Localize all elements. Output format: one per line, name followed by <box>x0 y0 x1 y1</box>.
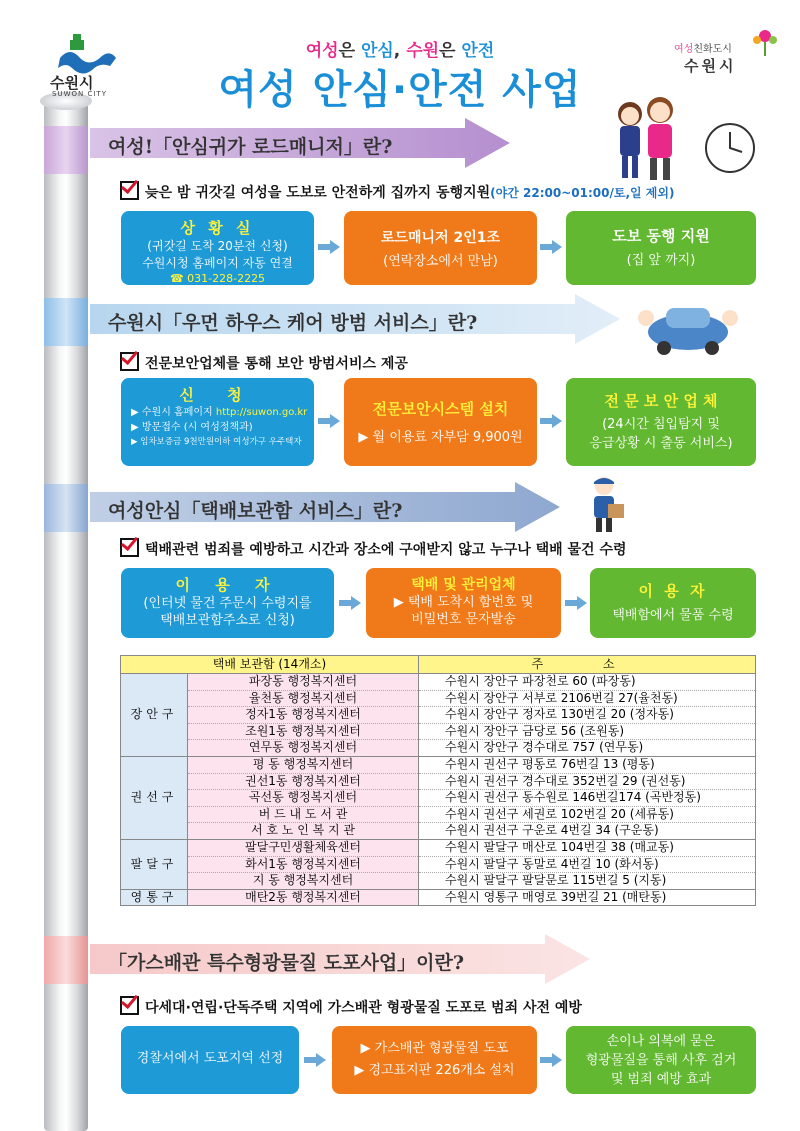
section4-box-police-select <box>121 1026 299 1094</box>
table-row <box>121 707 756 724</box>
table-header-address: 주 소 <box>419 656 756 674</box>
center-cell: 평 동 행정복지센터 <box>188 756 419 773</box>
center-cell: 권선1동 행정복지센터 <box>188 773 419 790</box>
box-line: (귀갓길 도착 20분전 신청) <box>147 239 288 253</box>
box-line: ▶ 방문접수 (시 여성정책과) <box>131 422 253 433</box>
center-cell: 매탄2동 행정복지센터 <box>188 889 419 906</box>
box-line: ▶ 임차보증금 9천만원이하 여성가구 우주택자 <box>131 437 302 447</box>
center-cell: 팔달구민생활체육센터 <box>188 839 419 856</box>
section3-check <box>120 538 627 559</box>
table-row <box>121 690 756 707</box>
section4-check-text: 다세대·연립·단독주택 지역에 가스배관 형광물질 도포로 범죄 사전 예방 <box>145 1000 582 1016</box>
box-line: 수원시청 홈페이지 자동 연결 <box>142 256 293 270</box>
center-cell: 율천동 행정복지센터 <box>188 690 419 707</box>
subtitle-part: 은 <box>338 41 361 61</box>
address-cell: 수원시 팔달구 팔달문로 115번길 5 (지동) <box>419 873 756 890</box>
section1-check <box>120 181 674 202</box>
table-row <box>121 740 756 757</box>
section4-check <box>120 996 582 1017</box>
box-line: ▶ 경고표지판 226개소 설치 <box>354 1063 515 1078</box>
security-car-illustration-icon <box>632 288 744 358</box>
section3-box-user-apply <box>121 568 334 638</box>
page-title: 여성 안심·안전 사업 <box>218 67 582 113</box>
table-row <box>121 856 756 873</box>
subtitle-part: 은 <box>439 41 462 61</box>
box-line: ▶ 월 이용료 자부담 9,900원 <box>358 430 523 445</box>
box-line: 및 범죄 예방 효과 <box>610 1072 712 1087</box>
section1-box-walk-escort <box>566 211 756 285</box>
center-cell: 지 동 행정복지센터 <box>188 873 419 890</box>
address-cell: 수원시 권선구 세권로 102번길 20 (세류동) <box>419 806 756 823</box>
checkbox-icon <box>120 996 139 1015</box>
address-cell: 수원시 팔달구 동말로 4번길 10 (화서동) <box>419 856 756 873</box>
box-line: (24시간 침입탐지 및 <box>602 417 720 432</box>
center-cell: 연무동 행정복지센터 <box>188 740 419 757</box>
section3-check-text: 택배관련 범죄를 예방하고 시간과 장소에 구애받지 않고 누구나 택배 물건 수령 <box>145 542 627 558</box>
subtitle-part: , <box>393 41 407 61</box>
center-cell: 서 호 노 인 복 지 관 <box>188 823 419 840</box>
section3-banner-text: 여성안심「택배보관함 서비스」란? <box>108 500 403 522</box>
table-row <box>121 873 756 890</box>
section3-box-user-receive <box>590 568 756 638</box>
checkbox-icon <box>120 538 139 557</box>
box-line: 경찰서에서 도포지역 선정 <box>136 1051 284 1066</box>
box-line: 비밀번호 문자발송 <box>411 612 516 627</box>
address-cell: 수원시 장안구 서부로 2106번길 27(율천동) <box>419 690 756 707</box>
address-cell: 수원시 영통구 매영로 39번길 21 (매탄동) <box>419 889 756 906</box>
section1-check-note: (야간 22:00~01:00/토,일 제외) <box>490 186 675 200</box>
flow-arrow-icon <box>540 240 562 254</box>
section1-box-road-manager <box>344 211 537 285</box>
center-cell: 화서1동 행정복지센터 <box>188 856 419 873</box>
box-line: 손이나 의복에 묻은 <box>606 1034 716 1049</box>
address-cell: 수원시 권선구 경수대로 352번길 29 (권선동) <box>419 773 756 790</box>
table-row <box>121 889 756 906</box>
box-line: 택배보관함주소로 신청) <box>160 613 295 628</box>
box-line-label: ▶ 수원시 홈페이지 <box>131 407 216 418</box>
address-cell: 수원시 권선구 동수원로 146번길174 (곡반정동) <box>419 790 756 807</box>
section2-box-install <box>344 378 537 466</box>
flower-logo-icon <box>748 26 782 56</box>
flow-arrow-icon <box>339 596 361 610</box>
center-cell: 정자1동 행정복지센터 <box>188 707 419 724</box>
section3-box-delivery-company <box>366 568 561 638</box>
address-cell: 수원시 팔달구 매산로 104번길 38 (매교동) <box>419 839 756 856</box>
table-row <box>121 823 756 840</box>
subtitle-part: 안심 <box>360 41 394 61</box>
logo-subtext: SUWON CITY <box>52 90 107 98</box>
section1-banner-text: 여성!「안심귀가 로드매니저」란? <box>108 136 393 158</box>
box-line: ▶ 가스배관 형광물질 도포 <box>360 1041 509 1056</box>
address-cell: 수원시 권선구 구운로 4번길 34 (구운동) <box>419 823 756 840</box>
district-cell: 장안구 <box>121 674 188 757</box>
checkbox-icon <box>120 352 139 371</box>
flow-arrow-icon <box>540 1053 562 1067</box>
section2-box-apply <box>121 378 314 466</box>
box-title: 도보 동행 지원 <box>612 227 710 245</box>
center-cell: 조원1동 행정복지센터 <box>188 723 419 740</box>
women-illustration-icon <box>600 92 690 184</box>
flow-arrow-icon <box>565 596 587 610</box>
locker-address-table <box>120 655 756 906</box>
table-row <box>121 806 756 823</box>
delivery-person-illustration-icon <box>578 474 630 534</box>
box-title: 신 청 <box>179 386 256 404</box>
district-cell: 영통구 <box>121 889 188 906</box>
district-cell: 팔달구 <box>121 839 188 889</box>
section2-banner-text: 수원시「우먼 하우스 케어 방범 서비스」란? <box>108 312 478 334</box>
subtitle-part: 안전 <box>461 41 495 61</box>
address-cell: 수원시 장안구 정자로 130번길 20 (정자동) <box>419 707 756 724</box>
table-row <box>121 790 756 807</box>
address-cell: 수원시 권선구 평동로 76번길 13 (평동) <box>419 756 756 773</box>
brand-big: 수원시 <box>684 57 737 75</box>
box-title: 상 황 실 <box>180 219 255 237</box>
logo-text: 수원시 <box>50 74 94 92</box>
pillar-band-3 <box>44 484 88 532</box>
address-cell: 수원시 장안구 파장천로 60 (파장동) <box>419 674 756 691</box>
section2-check-text: 전문보안업체를 통해 보안 방범서비스 제공 <box>145 356 408 372</box>
table-row <box>121 839 756 856</box>
table-row <box>121 723 756 740</box>
flow-arrow-icon <box>304 1053 326 1067</box>
center-cell: 파장동 행정복지센터 <box>188 674 419 691</box>
pillar-band-4 <box>44 936 88 984</box>
subtitle-part: 여성 <box>305 41 339 61</box>
brand-small-pink: 여성 <box>674 44 694 55</box>
box-line: (집 앞 까지) <box>626 253 696 268</box>
box-line: 택배함에서 물품 수령 <box>612 608 734 623</box>
box-line: (인터넷 물건 주문시 수령지를 <box>143 596 312 611</box>
flow-arrow-icon <box>540 414 562 428</box>
brand-small-rest: 친화도시 <box>693 44 732 55</box>
box-line: ▶ 택배 도착시 함번호 및 <box>393 595 534 610</box>
clock-icon <box>700 118 760 178</box>
box-line: 응급상황 시 출동 서비스) <box>589 436 733 451</box>
table-header-locker: 택배 보관함 (14개소) <box>121 656 419 674</box>
flow-arrow-icon <box>318 240 340 254</box>
section4-box-coating <box>332 1026 537 1094</box>
section2-check <box>120 352 408 373</box>
table-row <box>121 773 756 790</box>
district-cell: 권선구 <box>121 756 188 839</box>
table-row <box>121 756 756 773</box>
box-title: 택배 및 관리업체 <box>411 577 516 593</box>
table-header-row <box>121 656 756 674</box>
center-cell: 버 드 내 도 서 관 <box>188 806 419 823</box>
checkbox-icon <box>120 181 139 200</box>
box-title: 이 용 자 <box>175 576 280 594</box>
flow-arrow-icon <box>318 414 340 428</box>
section2-box-security-company <box>566 378 756 466</box>
pillar-band-1 <box>44 126 88 174</box>
box-line: (연락장소에서 만남) <box>383 254 498 269</box>
box-phone: ☎ 031-228-2225 <box>169 272 266 285</box>
subtitle-part: 수원 <box>406 41 440 61</box>
section4-box-effect <box>566 1026 756 1094</box>
table-row <box>121 674 756 691</box>
center-cell: 곡선동 행정복지센터 <box>188 790 419 807</box>
box-title: 이 용 자 <box>638 582 708 600</box>
section1-check-text: 늦은 밤 귀갓길 여성을 도보로 안전하게 집까지 동행지원 <box>145 185 491 201</box>
box-line: 형광물질을 통해 사후 검거 <box>585 1053 737 1068</box>
box-line <box>125 405 310 420</box>
homepage-link[interactable]: http://suwon.go.kr <box>215 407 308 418</box>
pillar-band-2 <box>44 298 88 346</box>
box-title: 로드매니저 2인1조 <box>380 230 501 246</box>
address-cell: 수원시 장안구 경수대로 757 (연무동) <box>419 740 756 757</box>
box-title: 전 문 보 안 업 체 <box>604 392 718 410</box>
box-title: 전문보안시스템 설치 <box>372 400 509 418</box>
address-cell: 수원시 장안구 금당로 56 (조원동) <box>419 723 756 740</box>
section4-banner-text: 「가스배관 특수형광물질 도포사업」이란? <box>108 952 465 974</box>
section1-box-control-room <box>121 211 314 285</box>
